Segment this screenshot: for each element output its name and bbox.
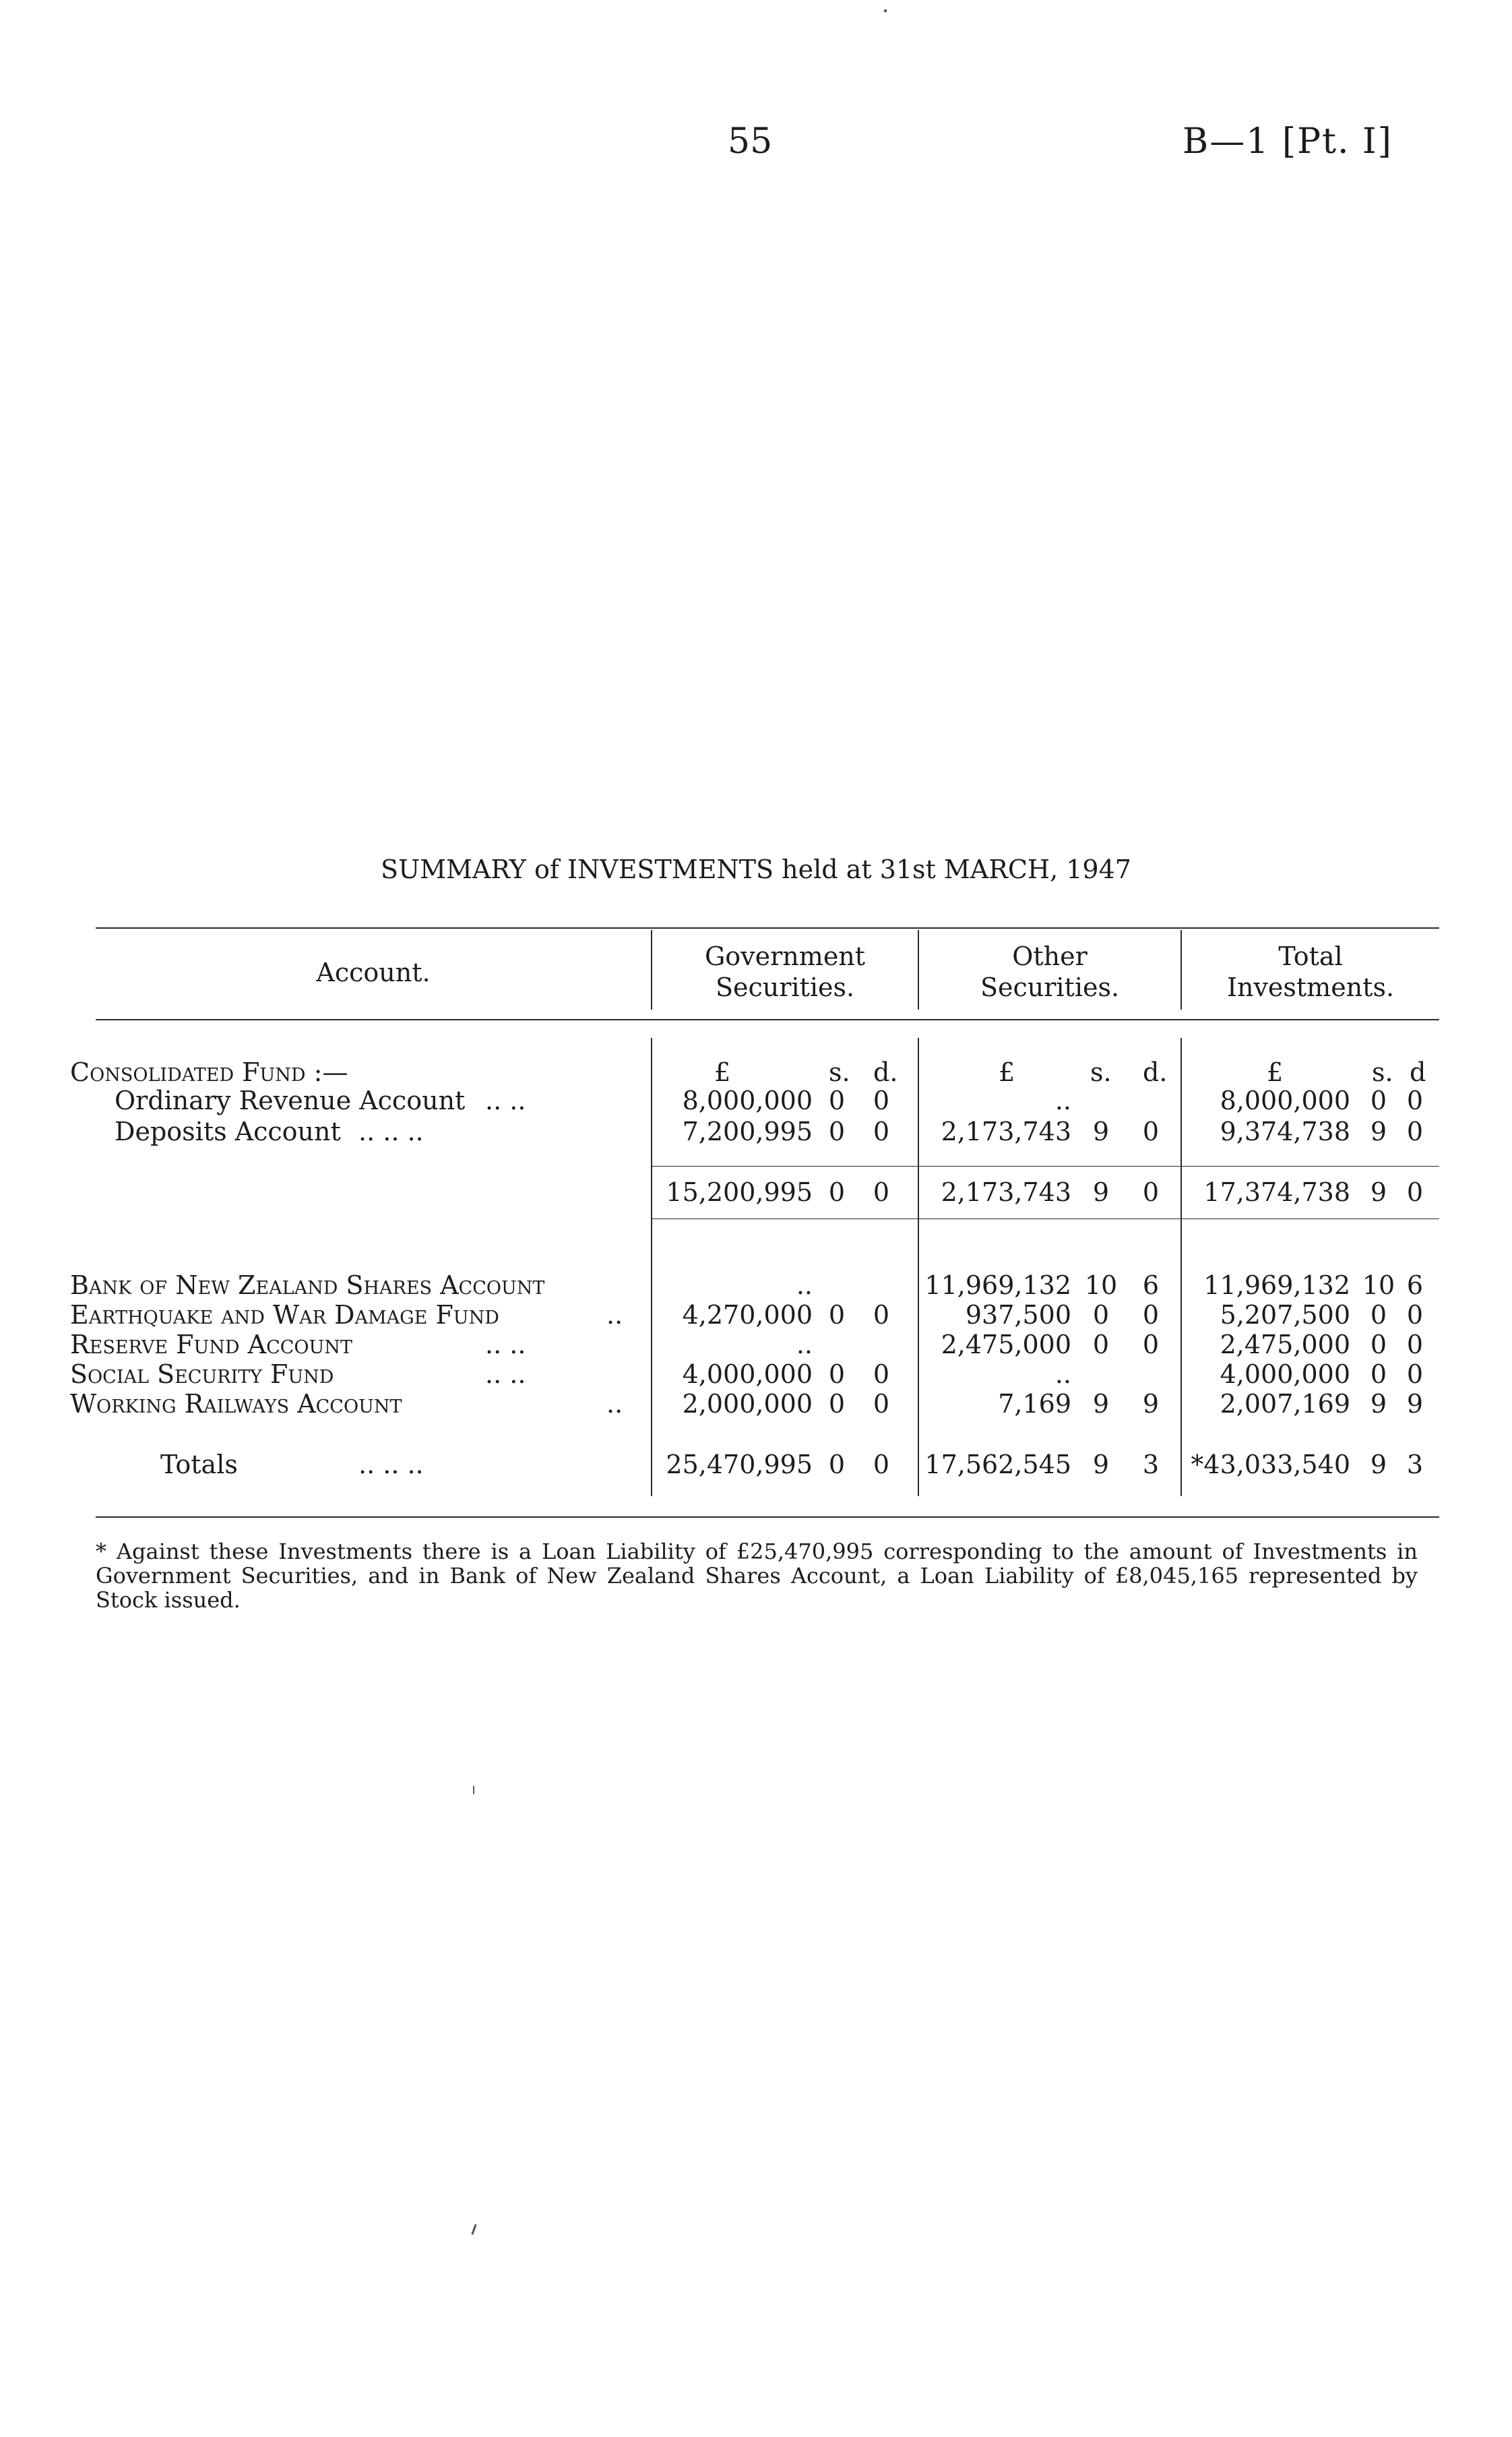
other-shillings: 9 <box>1092 1117 1110 1146</box>
col-header-account: Account. <box>316 958 431 987</box>
other-shillings: 0 <box>1092 1330 1110 1359</box>
gov-pounds: 2,000,000 <box>682 1389 813 1419</box>
total-pounds: 4,000,000 <box>1220 1359 1350 1389</box>
gov-shillings: 0 <box>828 1117 846 1146</box>
other-shillings: 9 <box>1092 1177 1110 1207</box>
gov-pounds: .. <box>796 1330 813 1359</box>
unit-gov-pounds: £ <box>714 1057 731 1087</box>
row-label: Bank of New Zealand Shares Account <box>70 1270 545 1300</box>
total-pence: 0 <box>1406 1086 1424 1115</box>
unit-gov-shillings: s. <box>829 1057 850 1087</box>
total-pence: 0 <box>1406 1359 1424 1389</box>
total-pounds: 5,207,500 <box>1220 1300 1350 1330</box>
other-pence: 6 <box>1142 1270 1160 1300</box>
header-bottom-rule <box>96 1019 1439 1020</box>
row-leader: .. <box>606 1300 623 1330</box>
scan-speck <box>473 1786 474 1794</box>
other-shillings: 9 <box>1092 1389 1110 1419</box>
gov-shillings: 0 <box>828 1300 846 1330</box>
gov-shillings: 0 <box>828 1086 846 1115</box>
row-label: Reserve Fund Account <box>70 1330 352 1359</box>
gov-pence: 0 <box>873 1300 890 1330</box>
page-number: 55 <box>728 121 773 162</box>
unit-other-pounds: £ <box>999 1057 1015 1087</box>
scan-speck <box>884 9 887 12</box>
gov-shillings: 0 <box>828 1359 846 1389</box>
other-pounds: 7,169 <box>998 1389 1071 1419</box>
row-leader: .. .. .. <box>358 1450 424 1479</box>
row-label: Earthquake and War Damage Fund <box>70 1300 499 1330</box>
row-label: Deposits Account <box>115 1117 341 1146</box>
col-header-gov-line1: Government <box>704 942 866 971</box>
other-pence: 9 <box>1142 1389 1160 1419</box>
other-pounds: 2,475,000 <box>941 1330 1071 1359</box>
gov-pounds: 15,200,995 <box>666 1177 813 1207</box>
row-label: Ordinary Revenue Account <box>115 1086 466 1115</box>
total-pence: 0 <box>1406 1300 1424 1330</box>
gov-pounds: 7,200,995 <box>682 1117 813 1146</box>
other-pounds: 937,500 <box>965 1300 1071 1330</box>
unit-other-shillings: s. <box>1090 1057 1112 1087</box>
table-title: SUMMARY of INVESTMENTS held at 31st MARCH, 1947 <box>381 855 1131 884</box>
unit-gov-pence: d. <box>873 1057 898 1087</box>
other-pence: 0 <box>1142 1177 1160 1207</box>
gov-pence: 0 <box>873 1359 890 1389</box>
gov-shillings: 0 <box>828 1450 846 1479</box>
total-pounds: 9,374,738 <box>1220 1117 1350 1146</box>
total-shillings: 9 <box>1370 1177 1387 1207</box>
col-header-other-line1: Other <box>1012 942 1088 971</box>
other-pounds: .. <box>1054 1359 1071 1389</box>
col-header-total-line2: Investments. <box>1226 973 1395 1002</box>
gov-pence: 0 <box>873 1450 890 1479</box>
other-pounds: 2,173,743 <box>941 1117 1071 1146</box>
unit-other-pence: d. <box>1143 1057 1168 1087</box>
total-shillings: 9 <box>1370 1389 1387 1419</box>
other-pence: 3 <box>1142 1450 1160 1479</box>
other-pence: 0 <box>1142 1330 1160 1359</box>
subtotal-bottom-rule <box>651 1218 1439 1219</box>
gov-shillings: 0 <box>828 1177 846 1207</box>
other-pounds: .. <box>1054 1086 1071 1115</box>
col-header-gov-line2: Securities. <box>715 973 855 1002</box>
total-pence: 9 <box>1406 1389 1424 1419</box>
table-top-rule <box>96 927 1439 929</box>
gov-pence: 0 <box>873 1177 890 1207</box>
other-pounds: 2,173,743 <box>941 1177 1071 1207</box>
other-pence: 0 <box>1142 1300 1160 1330</box>
other-pounds: 11,969,132 <box>924 1270 1071 1300</box>
total-pounds: 8,000,000 <box>1220 1086 1350 1115</box>
gov-pence: 0 <box>873 1086 890 1115</box>
gov-pounds: 25,470,995 <box>666 1450 813 1479</box>
totals-label: Totals <box>160 1450 238 1479</box>
gov-pounds: 4,000,000 <box>682 1359 813 1389</box>
unit-total-pounds: £ <box>1267 1057 1284 1087</box>
total-shillings: 0 <box>1370 1086 1387 1115</box>
gov-pounds: 8,000,000 <box>682 1086 813 1115</box>
other-pounds: 17,562,545 <box>924 1450 1071 1479</box>
col-header-other-line2: Securities. <box>980 973 1120 1002</box>
total-pounds: 2,007,169 <box>1220 1389 1350 1419</box>
footnote: * Against these Investments there is a Loan Liability of £25,470,995 corresponding to the amount of Investments in Government Securities, and in Bank of New Zealand Shares Account, a Loan Liability of £8,045,165 represented by Stock issued. <box>96 1539 1418 1613</box>
total-pounds: 17,374,738 <box>1203 1177 1350 1207</box>
document-reference: B—1 [Pt. I] <box>1183 121 1393 162</box>
consolidated-fund-heading: Consolidated Fund :— <box>70 1057 348 1087</box>
row-leader: .. .. <box>485 1086 526 1115</box>
total-shillings: 0 <box>1370 1300 1387 1330</box>
row-label: Working Railways Account <box>70 1389 402 1419</box>
other-shillings: 0 <box>1092 1300 1110 1330</box>
total-shillings: 0 <box>1370 1330 1387 1359</box>
total-pence: 3 <box>1406 1450 1424 1479</box>
gov-pounds: 4,270,000 <box>682 1300 813 1330</box>
row-leader: .. .. .. <box>358 1117 424 1146</box>
table-bottom-rule <box>96 1516 1439 1518</box>
total-pence: 0 <box>1406 1330 1424 1359</box>
gov-pounds: .. <box>796 1270 813 1300</box>
gov-pence: 0 <box>873 1389 890 1419</box>
gov-pence: 0 <box>873 1117 890 1146</box>
unit-total-pence: d <box>1410 1057 1426 1087</box>
row-leader: .. <box>606 1389 623 1419</box>
row-leader: .. .. <box>485 1359 526 1389</box>
gov-shillings: 0 <box>828 1389 846 1419</box>
total-pence: 0 <box>1406 1177 1424 1207</box>
total-pence: 0 <box>1406 1117 1424 1146</box>
other-pence: 0 <box>1142 1117 1160 1146</box>
total-shillings: 0 <box>1370 1359 1387 1389</box>
total-shillings: 10 <box>1362 1270 1395 1300</box>
row-label: Social Security Fund <box>70 1359 334 1389</box>
total-shillings: 9 <box>1370 1117 1387 1146</box>
row-leader: .. .. <box>485 1330 526 1359</box>
col-header-total-line1: Total <box>1278 942 1343 971</box>
other-shillings: 10 <box>1084 1270 1118 1300</box>
total-pounds: 2,475,000 <box>1220 1330 1350 1359</box>
total-pence: 6 <box>1406 1270 1424 1300</box>
total-pounds: 11,969,132 <box>1203 1270 1350 1300</box>
scan-speck <box>471 2224 476 2235</box>
subtotal-rule <box>651 1166 1439 1167</box>
total-pounds: *43,033,540 <box>1191 1450 1350 1479</box>
total-shillings: 9 <box>1370 1450 1387 1479</box>
other-shillings: 9 <box>1092 1450 1110 1479</box>
unit-total-shillings: s. <box>1372 1057 1393 1087</box>
